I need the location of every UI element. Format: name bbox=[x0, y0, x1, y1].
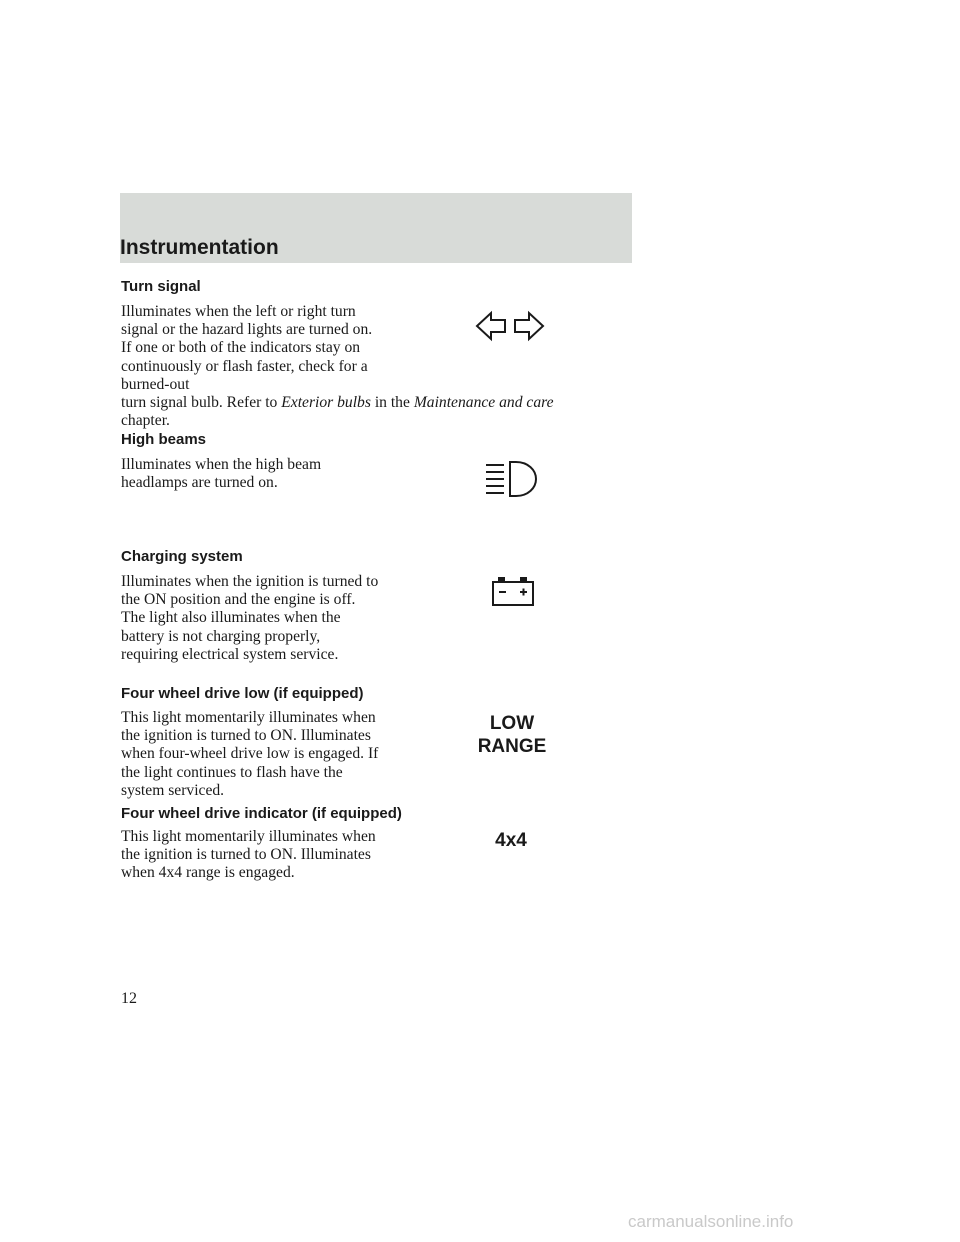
page-number: 12 bbox=[121, 990, 137, 1007]
high-beams-text: Illuminates when the high beam headlamps are turned on. bbox=[121, 456, 322, 492]
section-text-high-beams bbox=[121, 456, 631, 492]
maintenance-care-reference: Maintenance and care bbox=[413, 394, 554, 412]
low-range-line1: LOW bbox=[489, 713, 535, 734]
low-range-line2: RANGE bbox=[477, 736, 547, 757]
section-title-turn-signal: Turn signal bbox=[121, 278, 201, 295]
chapter-title: Instrumentation bbox=[120, 236, 279, 259]
high-beam-icon bbox=[484, 459, 540, 499]
battery-icon bbox=[490, 575, 536, 607]
turn-signal-text-end: chapter. bbox=[121, 412, 170, 430]
turn-signal-text-mid: in the bbox=[370, 394, 414, 412]
4wd-low-text: This light momentarily illuminates when the ignition is turned to ON. Illuminates when four-wheel drive low is engaged. If the light continues to flash have the system serviced. bbox=[121, 709, 379, 799]
section-title-charging-system: Charging system bbox=[121, 548, 243, 565]
turn-signal-arrows-icon bbox=[474, 310, 546, 342]
4wd-indicator-text: This light momentarily illuminates when the ignition is turned to ON. Illuminates when 4x4 range is engaged. bbox=[121, 828, 376, 882]
section-text-4wd-indicator bbox=[121, 828, 631, 883]
low-range-indicator-icon bbox=[466, 712, 558, 758]
section-title-4wd-low: Four wheel drive low (if equipped) bbox=[121, 685, 364, 702]
turn-signal-text-prefix: turn signal bulb. Refer to bbox=[121, 394, 282, 412]
watermark: carmanualsonline.info bbox=[628, 1212, 794, 1231]
section-title-4wd-indicator: Four wheel drive indicator (if equipped) bbox=[121, 805, 402, 822]
exterior-bulbs-reference: Exterior bulbs bbox=[281, 394, 371, 412]
section-title-high-beams: High beams bbox=[121, 431, 207, 448]
4x4-indicator-icon: 4x4 bbox=[495, 830, 527, 851]
charging-system-text: Illuminates when the ignition is turned to the ON position and the engine is off. The light also illuminates when the battery is not charging properly, requiring electrical system service. bbox=[121, 573, 379, 663]
turn-signal-text-main: Illuminates when the left or right turn signal or the hazard lights are turned on. If one or both of the indicators stay on continuously or flash faster, check for a burned-out bbox=[121, 303, 373, 393]
section-text-turn-signal bbox=[121, 303, 631, 430]
section-text-charging-system bbox=[121, 573, 631, 664]
